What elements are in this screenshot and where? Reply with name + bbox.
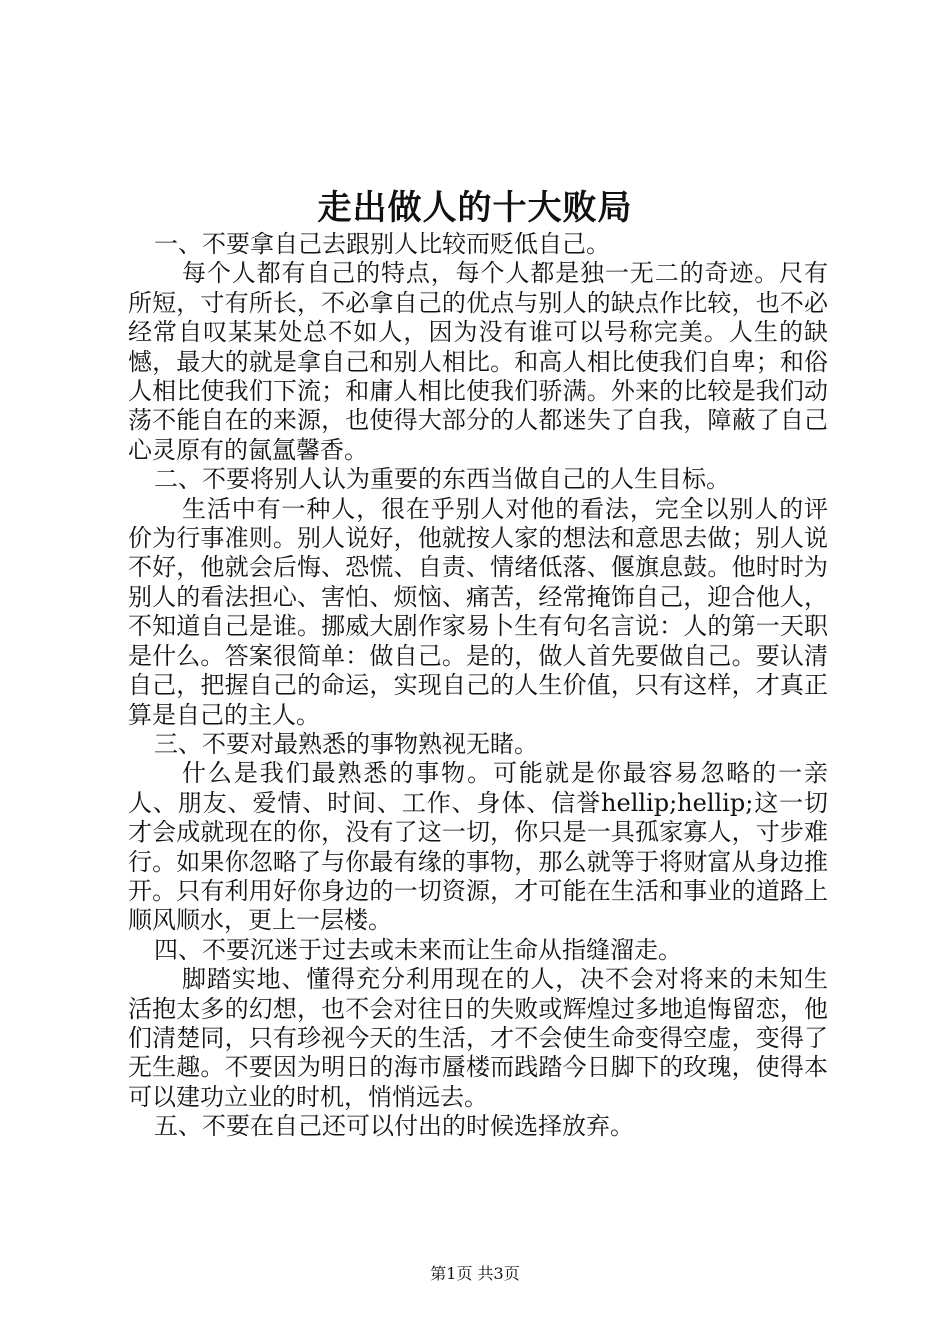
section-heading-4: 四、不要沉迷于过去或未来而让生命从指缝溜走。 (154, 935, 682, 964)
section-heading-5: 五、不要在自己还可以付出的时候选择放弃。 (154, 1112, 634, 1141)
page-footer: 第1页 共3页 (430, 1264, 520, 1283)
section-paragraph-1: 每个人都有自己的特点，每个人都是独一无二的奇迹。尺有所短，寸有所长，不必拿自己的优点与别人的缺点作比较，也不必经常自叹某某处总不如人，因为没有谁可以号称完美。人生的缺憾，最大的就是拿自己和别人相比。和高人相比使我们自卑；和俗人相比使我们下流；和庸人相比使我们骄满。外来的比较是我们动荡不能自在的来源，也使得大部分的人都迷失了自我，障蔽了自己心灵原有的氤氲馨香。 (128, 259, 828, 464)
section-paragraph-2: 生活中有一种人，很在乎别人对他的看法，完全以别人的评价为行事准则。别人说好，他就按人家的想法和意思去做；别人说不好，他就会后悔、恐慌、自责、情绪低落、偃旗息鼓。他时时为别人的看法担心、害怕、烦恼、痛苦，经常掩饰自己，迎合他人，不知道自己是谁。挪威大剧作家易卜生有句名言说：人的第一天职是什么。答案很简单：做自己。是的，做人首先要做自己。要认清自己，把握自己的命运，实现自己的人生价值，只有这样，才真正算是自己的主人。 (128, 494, 828, 729)
section-paragraph-4: 脚踏实地、懂得充分利用现在的人，决不会对将来的未知生活抱太多的幻想，也不会对往日的失败或辉煌过多地追悔留恋，他们清楚同，只有珍视今天的生活，才不会使生命变得空虚，变得了无生趣。不要因为明日的海市蜃楼而践踏今日脚下的玫瑰，使得本可以建功立业的时机，悄悄远去。 (128, 965, 828, 1111)
document-body (128, 230, 828, 1142)
section-paragraph-3: 什么是我们最熟悉的事物。可能就是你最容易忽略的一亲人、朋友、爱情、时间、工作、身体、信誉hellip;hellip;这一切才会成就现在的你，没有了这一切，你只是一具孤家寡人，寸步难行。如果你忽略了与你最有缘的事物，那么就等于将财富从身边推开。只有利用好你身边的一切资源，才可能在生活和事业的道路上顺风顺水，更上一层楼。 (128, 759, 828, 935)
document-title: 走出做人的十大败局 (317, 188, 633, 228)
section-heading-2: 二、不要将别人认为重要的东西当做自己的人生目标。 (154, 465, 730, 494)
section-heading-1: 一、不要拿自己去跟别人比较而贬低自己。 (154, 230, 610, 258)
section-heading-3: 三、不要对最熟悉的事物熟视无睹。 (154, 729, 538, 758)
